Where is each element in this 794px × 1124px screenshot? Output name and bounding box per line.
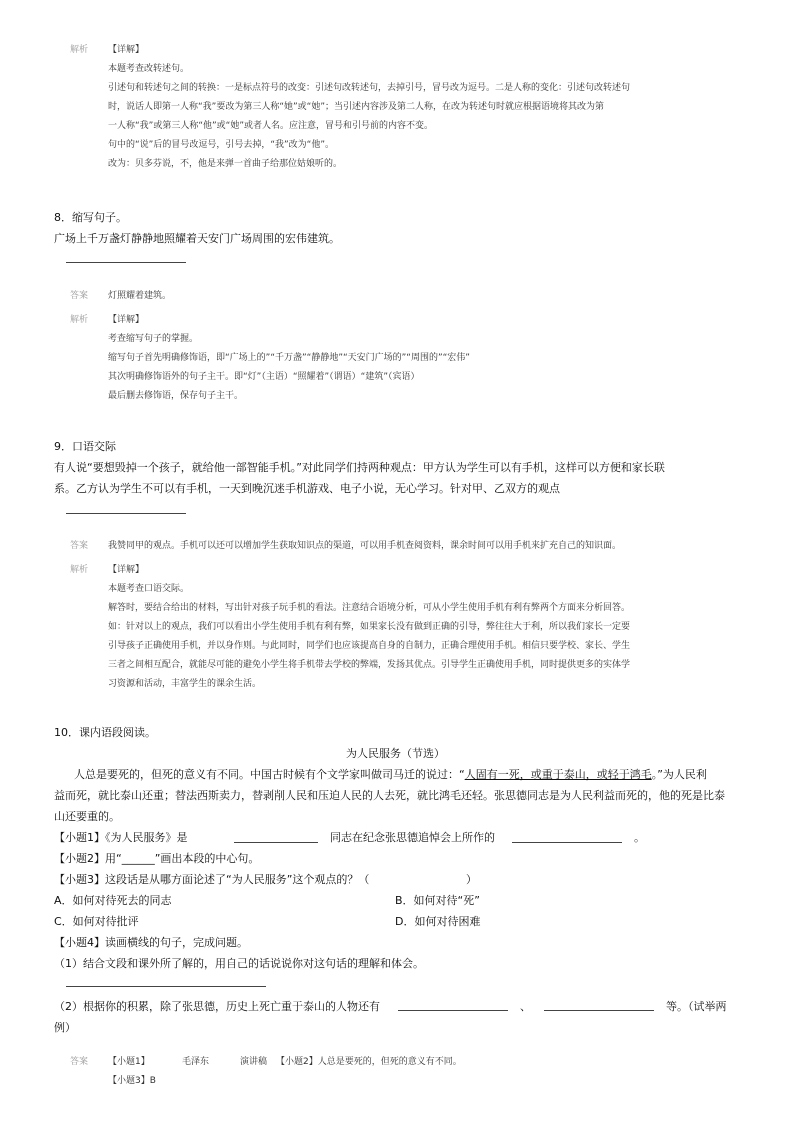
sub-question-4: 【小题4】读画横线的句子，完成问题。 — [54, 936, 248, 949]
passage-text: 。”为人民利 — [651, 768, 707, 781]
analysis-line: 考查缩写句子的掌握。 — [108, 334, 199, 344]
sub-question-4-2-end: 等。（试举两 — [666, 1000, 727, 1013]
answer-tag: 答案 — [70, 291, 89, 301]
sub-question-1: 【小题1】《为人民服务》是 — [54, 831, 188, 844]
answer-tag: 答案 — [70, 541, 89, 551]
analysis-line: 三者之间相互配合，就能尽可能的避免小学生将手机带去学校的弊端，发扬其优点。引导学生正确使用手机，同时提供更多的实体学 — [108, 660, 631, 670]
option-a: A．如何对待死去的同志 — [54, 894, 172, 907]
analysis-tag: 解析 — [70, 565, 89, 575]
passage-line: 山还要重的。 — [54, 810, 120, 823]
analysis-line: 本题考查改转述句。 — [108, 64, 190, 74]
analysis-line: 其次明确修饰语外的句子主干。即“灯”（主语）“照耀着”（谓语）“建筑”（宾语） — [108, 372, 420, 382]
analysis-line: 句中的“说”后的冒号改逗号，引号去掉，“我”改为“他”。 — [108, 140, 334, 150]
answer-text: 【小题3】B — [108, 1076, 156, 1086]
analysis-line: 一人称“我”或第三人称“他”或“她”或者人名。应注意，冒号和引号前的内容不变。 — [108, 121, 433, 131]
sub-question-4-1: （1）结合文段和课外所了解的，用自己的话说说你对这句话的理解和体会。 — [54, 957, 424, 970]
passage-title: 为人民服务（节选） — [346, 747, 445, 760]
answer-blank-line — [66, 986, 266, 987]
answer-blank-line — [512, 842, 622, 843]
underlined-sentence: 人固有一死，或重于泰山，或轻于鸿毛 — [464, 768, 652, 781]
passage-line — [74, 766, 707, 782]
question-8-text: 广场上千万盏灯静静地照耀着天安门广场周围的宏伟建筑。 — [54, 232, 340, 245]
answer-text: 灯照耀着建筑。 — [108, 291, 172, 301]
analysis-line: 缩写句子首先明确修饰语，即“广场上的”“千万盏”“静静地”“天安门广场的”“周围的”“宏伟” — [108, 353, 470, 363]
analysis-line: 引导孩子正确使用手机，并以身作则。与此同时，同学们也应该提高自身的自制力，正确合理使用手机。相信只要学校、家长、学生 — [108, 641, 631, 651]
sub-question-3-close: ） — [466, 873, 477, 886]
answer-text: 【小题2】人总是要死的，但死的意义有不同。 — [276, 1057, 462, 1067]
separator: 、 — [520, 1000, 531, 1013]
question-9-text: 系。乙方认为学生不可以有手机，一天到晚沉迷手机游戏、电子小说，无心学习。针对甲、乙双方的观点 — [54, 482, 560, 495]
sub-question-1-cont: 同志在纪念张思德追悼会上所作的 — [330, 831, 495, 844]
sub-question-3: 【小题3】这段话是从哪方面论述了“为人民服务”这个观点的？（ — [54, 873, 370, 886]
answer-blank-line — [544, 1010, 654, 1011]
analysis-line: 时，说话人即第一人称“我”要改为第三人称“她”或“她”；当引述内容涉及第二人称，在改为转述句时就应根据语境将其改为第 — [108, 102, 604, 112]
analysis-line: 如：针对以上的观点，我们可以看出小学生使用手机有利有弊，如果家长没有做到正确的引导，弊往往大于利，所以我们家长一定要 — [108, 622, 631, 632]
analysis-line: 改为：贝多芬说，不，他是来弹一首曲子给那位姑娘听的。 — [108, 159, 343, 169]
analysis-tag: 解析 — [70, 45, 89, 55]
answer-blank-line — [66, 262, 186, 263]
passage-text: 人总是要死的，但死的意义有不同。中国古时候有个文学家叫做司马迁的说过：“ — [74, 768, 465, 781]
answer-label: 【小题1】 — [108, 1057, 150, 1067]
passage-line: 益而死，就比泰山还重；替法西斯卖力，替剥削人民和压迫人民的人去死，就比鸿毛还轻。张思德同志是为人民利益而死的，他的死是比泰 — [54, 789, 725, 802]
question-9-text: 有人说“要想毁掉一个孩子，就给他一部智能手机。”对此同学们持两种观点：甲方认为学生可以有手机，这样可以方便和家长联 — [54, 461, 665, 474]
sub-question-4-2: （2）根据你的积累，除了张思德，历史上死亡重于泰山的人物还有 — [54, 1000, 380, 1013]
sub-question-4-2-end: 例） — [54, 1021, 76, 1034]
analysis-line: 【详解】 — [108, 315, 145, 325]
answer-value: 毛泽东 — [182, 1057, 210, 1067]
analysis-line: 【详解】 — [108, 565, 145, 575]
answer-blank-line — [234, 842, 318, 843]
sub-question-2: 【小题2】用“______”画出本段的中心句。 — [54, 852, 260, 865]
question-8-title: 8．缩写句子。 — [54, 211, 127, 224]
sub-question-1-end: 。 — [634, 831, 645, 844]
analysis-line: 习资源和活动，丰富学生的课余生活。 — [108, 679, 262, 689]
answer-blank-line — [398, 1010, 508, 1011]
option-d: D．如何对待困难 — [395, 915, 481, 928]
option-b: B．如何对待“死” — [395, 894, 480, 907]
analysis-line: 引述句和转述句之间的转换：一是标点符号的改变：引述句改转述句，去掉引号，冒号改为逗号。二是人称的变化：引述句改转述句 — [108, 83, 631, 93]
answer-value: 演讲稿 — [240, 1057, 268, 1067]
answer-tag: 答案 — [70, 1057, 89, 1067]
answer-blank-line — [66, 513, 186, 514]
analysis-tag: 解析 — [70, 315, 89, 325]
analysis-line: 解答时，要结合给出的材料，写出针对孩子玩手机的看法。注意结合语境分析，可从小学生使用手机有利有弊两个方面来分析回答。 — [108, 603, 631, 613]
option-c: C．如何对待批评 — [54, 915, 139, 928]
question-10-title: 10．课内语段阅读。 — [54, 726, 156, 739]
question-9-title: 9．口语交际 — [54, 440, 116, 453]
answer-text: 我赞同甲的观点。手机可以还可以增加学生获取知识点的渠道，可以用手机查阅资料，课余时间可以用手机来扩充自己的知识面。 — [108, 541, 622, 551]
analysis-line: 本题考查口语交际。 — [108, 584, 190, 594]
analysis-line: 【详解】 — [108, 45, 145, 55]
analysis-line: 最后删去修饰语，保存句子主干。 — [108, 391, 244, 401]
